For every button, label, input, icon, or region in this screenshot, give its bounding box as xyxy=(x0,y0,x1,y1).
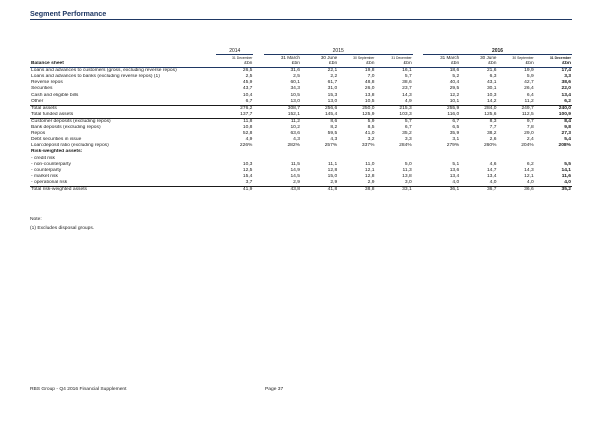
value-cell: 13,0 xyxy=(327,98,338,104)
value-cell: 13,8 xyxy=(402,173,412,179)
value-cell: 3,3 xyxy=(564,74,571,80)
value-cell: 35,2 xyxy=(535,186,572,193)
value-cell: 12,8 xyxy=(327,167,338,173)
row-label: Total assets xyxy=(30,105,216,112)
value-cell: 6,3 xyxy=(489,74,497,80)
value-cell: 240,0 xyxy=(535,105,572,112)
value-cell: 31,0 xyxy=(327,86,338,92)
value-cell: 5,2 xyxy=(452,74,460,80)
value-cell: 2,6 xyxy=(489,137,497,143)
row-label: Total funded assets xyxy=(30,112,216,119)
row-label: Total risk-weighted assets xyxy=(30,186,216,193)
value-cell: 2,5 xyxy=(293,74,300,80)
value-cell: 15,3 xyxy=(327,92,338,98)
value-cell: 4,3 xyxy=(293,137,300,143)
value-cell: 152,1 xyxy=(264,112,301,119)
year-2014: 2014 xyxy=(216,48,253,55)
value-cell: 59,5 xyxy=(327,131,338,137)
row-label: Securities xyxy=(31,86,53,92)
footer-left: RBS Group - Q4 2016 Financial Supplement xyxy=(30,387,127,392)
row-label: - operational risk xyxy=(31,179,68,185)
value-cell: 26,0 xyxy=(364,86,375,92)
value-cell: 5,7 xyxy=(404,74,412,80)
row-label: Bank deposits (excluding repos) xyxy=(31,125,101,131)
value-cell: 11,0 xyxy=(365,161,375,167)
unit-label: £bn xyxy=(338,61,375,68)
row-label: Loan:deposit ratio (excluding repos) xyxy=(31,143,109,149)
unit-label: £bn xyxy=(535,61,572,68)
value-cell: 43,7 xyxy=(242,86,253,92)
value-cell: 11,1 xyxy=(328,161,338,167)
row-label: Reverse repos xyxy=(31,80,63,86)
value-cell: 5,0 xyxy=(404,161,412,167)
value-cell: 8,3 xyxy=(489,118,497,124)
value-cell: 4,0 xyxy=(489,179,497,185)
spacer-cell xyxy=(413,112,423,119)
row-label: Loans and advances to banks (excluding reverse repos) (1) xyxy=(31,74,160,80)
value-cell: 52,8 xyxy=(242,131,253,137)
value-cell: 48,8 xyxy=(364,80,375,86)
value-cell: 26,5 xyxy=(242,68,253,74)
value-cell: 36,6 xyxy=(497,186,534,193)
unit-label: £bn xyxy=(264,61,301,68)
value-cell: 23,7 xyxy=(402,86,412,92)
value-cell: 10,3 xyxy=(242,161,253,167)
value-cell: 5,5 xyxy=(564,161,571,167)
unit-label: £bn xyxy=(460,61,497,68)
value-cell: 145,4 xyxy=(301,112,338,119)
value-cell: 19,9 xyxy=(524,68,534,74)
unit-label: £bn xyxy=(301,61,338,68)
value-cell: 10,5 xyxy=(290,92,300,98)
value-cell: 10,3 xyxy=(486,92,497,98)
value-cell: 308,7 xyxy=(264,105,301,112)
balance-sheet-table xyxy=(30,48,572,193)
value-cell: 12,2 xyxy=(449,92,460,98)
value-cell: 22,1 xyxy=(327,68,338,74)
value-cell: 63,6 xyxy=(290,131,300,137)
value-cell: 2,2 xyxy=(330,74,338,80)
value-cell: 45,9 xyxy=(242,80,253,86)
value-cell: 30,1 xyxy=(486,86,497,92)
value-cell: 12,1 xyxy=(524,173,534,179)
value-cell: 2,9 xyxy=(293,179,300,185)
value-cell: 215,3 xyxy=(375,105,412,112)
value-cell: 276,2 xyxy=(216,105,253,112)
value-cell: 8,5 xyxy=(367,125,375,131)
spacer-cell xyxy=(253,118,263,125)
column-header: 30 June xyxy=(320,55,338,61)
row-label: - non-counterparty xyxy=(31,161,71,167)
spacer-cell xyxy=(413,48,423,55)
value-cell: 26,4 xyxy=(524,86,534,92)
note-line: (1) Excludes disposal groups. xyxy=(30,226,95,231)
row-label: Repos xyxy=(31,131,46,137)
value-cell: 15,4 xyxy=(242,173,253,179)
value-cell: 38,6 xyxy=(561,80,571,86)
value-cell: 29,5 xyxy=(449,86,460,92)
value-cell: 4,3 xyxy=(330,137,338,143)
spacer-cell xyxy=(413,105,423,112)
value-cell: 31,6 xyxy=(290,68,300,74)
year-row xyxy=(30,48,572,55)
column-header: 31 March xyxy=(280,55,300,61)
value-cell: 284,0 xyxy=(460,105,497,112)
value-cell: 19,8 xyxy=(364,68,375,74)
value-cell: 60,1 xyxy=(290,80,300,86)
value-cell: 6,2 xyxy=(564,98,571,104)
value-cell: 5,9 xyxy=(526,74,534,80)
value-cell: 15,0 xyxy=(327,173,338,179)
value-cell: 4,0 xyxy=(526,179,534,185)
value-cell: 43,8 xyxy=(264,186,301,193)
value-cell: 2,9 xyxy=(367,179,375,185)
value-cell: 125,9 xyxy=(338,112,375,119)
value-cell: 6,7 xyxy=(452,118,460,124)
value-cell: 34,3 xyxy=(290,86,300,92)
value-cell: 256,6 xyxy=(301,105,338,112)
spacer-cell xyxy=(253,105,263,112)
unit-label: £bn xyxy=(375,61,412,68)
value-cell: 14,9 xyxy=(290,167,300,173)
value-cell: 4,6 xyxy=(489,161,497,167)
note-line: Note: xyxy=(30,217,42,222)
value-cell: 10,5 xyxy=(364,98,375,104)
value-cell: 35,2 xyxy=(402,131,412,137)
title-rule xyxy=(30,19,572,20)
value-cell: 5,9 xyxy=(367,118,375,124)
column-header: 30 June xyxy=(480,55,497,61)
value-cell: 2,9 xyxy=(330,179,338,185)
table-row xyxy=(30,118,572,125)
table-body xyxy=(30,48,572,193)
value-cell: 22,0 xyxy=(561,86,571,92)
spacer-cell xyxy=(253,112,263,119)
value-cell: 11,6 xyxy=(561,173,571,179)
unit-header-row xyxy=(30,61,572,68)
column-header: 31 December xyxy=(232,56,253,61)
value-cell: 29,0 xyxy=(524,131,534,137)
unit-label: £bn xyxy=(497,61,534,68)
value-cell: 284% xyxy=(399,143,412,149)
unit-label: £bn xyxy=(423,61,460,68)
value-cell: 116,0 xyxy=(423,112,460,119)
spacer-cell xyxy=(413,61,423,68)
value-cell: 10,2 xyxy=(290,125,300,131)
spacer-cell xyxy=(253,48,263,55)
value-cell: 4,0 xyxy=(564,179,571,185)
value-cell: 112,5 xyxy=(497,112,534,119)
value-cell: 13,6 xyxy=(449,167,460,173)
spacer-cell xyxy=(413,68,423,75)
value-cell: 13,0 xyxy=(290,98,300,104)
value-cell: 11,2 xyxy=(524,98,534,104)
page-title: Segment Performance xyxy=(30,9,107,18)
value-cell: 3,3 xyxy=(404,137,412,143)
value-cell: 35,9 xyxy=(449,131,460,137)
value-cell: 208% xyxy=(558,143,571,149)
value-cell: 2,4 xyxy=(526,137,534,143)
value-cell: 7,0 xyxy=(367,74,375,80)
spacer-cell xyxy=(253,180,263,187)
value-cell: 2,5 xyxy=(245,74,253,80)
table-row xyxy=(30,112,572,119)
value-cell: 12,5 xyxy=(242,167,253,173)
value-cell: 40,4 xyxy=(449,80,460,86)
value-cell: 8,4 xyxy=(564,118,571,124)
value-cell: 13,4 xyxy=(449,173,460,179)
value-cell: 16,1 xyxy=(402,68,412,74)
value-cell: 33,1 xyxy=(375,186,412,193)
column-header: 30 September xyxy=(353,56,375,61)
spacer-cell xyxy=(413,99,423,106)
value-cell: 14,3 xyxy=(524,167,534,173)
value-cell: 8,6 xyxy=(330,118,338,124)
table-row xyxy=(30,180,572,187)
spacer-cell xyxy=(413,180,423,187)
value-cell: 249,7 xyxy=(497,105,534,112)
value-cell: 10,8 xyxy=(242,125,253,131)
spacer-cell xyxy=(413,186,423,193)
value-cell: 41,0 xyxy=(364,131,375,137)
column-header: 30 September xyxy=(512,56,534,61)
value-cell: 260% xyxy=(483,143,497,149)
spacer-cell xyxy=(253,61,263,68)
value-cell: 10,1 xyxy=(449,98,460,104)
value-cell: 61,7 xyxy=(327,80,338,86)
value-cell: 13,4 xyxy=(486,173,497,179)
column-header: 31 March xyxy=(440,55,460,61)
column-header: 31 December xyxy=(391,56,412,61)
value-cell: 41,9 xyxy=(216,186,253,193)
value-cell: 12,1 xyxy=(364,167,375,173)
value-cell: 11,5 xyxy=(290,161,300,167)
value-cell: 3,7 xyxy=(245,179,253,185)
value-cell: 43,1 xyxy=(486,80,497,86)
value-cell: 6,5 xyxy=(452,125,460,131)
value-cell: 14,5 xyxy=(290,173,300,179)
value-cell: 38,6 xyxy=(402,80,412,86)
row-label: Loans and advances to customers (gross, excluding reverse repos) xyxy=(31,68,177,74)
table-row xyxy=(30,68,572,75)
value-cell: 12,8 xyxy=(364,173,375,179)
table-row xyxy=(30,99,572,106)
value-cell: 6,7 xyxy=(245,98,253,104)
value-cell: 100,9 xyxy=(535,112,572,119)
value-cell: 6,2 xyxy=(526,161,534,167)
table-row xyxy=(30,186,572,193)
value-cell: 14,7 xyxy=(486,167,497,173)
value-cell: 103,3 xyxy=(375,112,412,119)
value-cell: 6,7 xyxy=(404,125,412,131)
spacer-cell xyxy=(253,68,263,75)
value-cell: 17,4 xyxy=(561,68,571,74)
value-cell: 11,2 xyxy=(290,118,300,124)
value-cell: 3,1 xyxy=(452,137,460,143)
value-cell: 13,4 xyxy=(561,92,571,98)
value-cell: 3,2 xyxy=(367,137,375,143)
value-cell: 7,7 xyxy=(489,125,497,131)
value-cell: 7,8 xyxy=(526,125,534,131)
value-cell: 5,4 xyxy=(564,137,571,143)
value-cell: 14,3 xyxy=(402,92,412,98)
value-cell: 3,0 xyxy=(404,179,412,185)
row-label: - credit risk xyxy=(31,155,55,161)
value-cell: 8,2 xyxy=(330,125,338,131)
value-cell: 6,4 xyxy=(526,92,534,98)
spacer-cell xyxy=(30,48,216,55)
table-row xyxy=(30,105,572,112)
value-cell: 38,2 xyxy=(486,131,497,137)
value-cell: 13,8 xyxy=(364,92,375,98)
value-cell: 9,7 xyxy=(526,118,534,124)
value-cell: 11,3 xyxy=(402,167,412,173)
value-cell: 10,4 xyxy=(242,92,253,98)
spacer-cell xyxy=(413,118,423,125)
value-cell: 4,0 xyxy=(452,179,460,185)
value-cell: 38,8 xyxy=(338,186,375,193)
value-cell: 36,1 xyxy=(423,186,460,193)
row-label: Other xyxy=(31,98,44,104)
value-cell: 4,9 xyxy=(245,137,253,143)
row-label: Debt securities in issue xyxy=(31,137,82,143)
value-cell: 250,0 xyxy=(338,105,375,112)
value-cell: 27,3 xyxy=(561,131,571,137)
row-label: - market risk xyxy=(31,173,58,179)
value-cell: 204% xyxy=(521,143,534,149)
value-cell: 337% xyxy=(361,143,375,149)
value-cell: 18,6 xyxy=(449,68,460,74)
row-label: Cash and eligible bills xyxy=(31,92,79,98)
value-cell: 14,1 xyxy=(561,167,571,173)
value-cell: 125,6 xyxy=(460,112,497,119)
value-cell: 36,7 xyxy=(460,186,497,193)
spacer-cell xyxy=(253,99,263,106)
value-cell: 5,1 xyxy=(452,161,460,167)
value-cell: 257% xyxy=(324,143,338,149)
row-label: Customer deposits (excluding repos) xyxy=(31,118,111,124)
value-cell: 41,8 xyxy=(301,186,338,193)
year-2016: 2016 xyxy=(423,48,572,55)
row-label: Risk-weighted assets: xyxy=(31,149,83,155)
value-cell: 4,9 xyxy=(404,98,412,104)
value-cell: 226% xyxy=(239,143,253,149)
spacer-cell xyxy=(253,186,263,193)
row-label: - counterparty xyxy=(31,167,62,173)
value-cell: 21,6 xyxy=(486,68,497,74)
value-cell: 5,7 xyxy=(404,118,412,124)
unit-label: £bn xyxy=(216,61,253,68)
year-2015: 2015 xyxy=(264,48,413,55)
column-header: 31 December xyxy=(549,56,571,61)
value-cell: 11,8 xyxy=(243,118,253,124)
footer-page-number: Page 37 xyxy=(265,387,284,392)
section-title: Balance sheet xyxy=(30,61,216,68)
value-cell: 9,8 xyxy=(564,125,571,131)
value-cell: 279% xyxy=(446,143,460,149)
value-cell: 255,9 xyxy=(423,105,460,112)
value-cell: 14,2 xyxy=(486,98,497,104)
value-cell: 282% xyxy=(287,143,300,149)
value-cell: 137,7 xyxy=(216,112,253,119)
value-cell: 42,7 xyxy=(524,80,534,86)
